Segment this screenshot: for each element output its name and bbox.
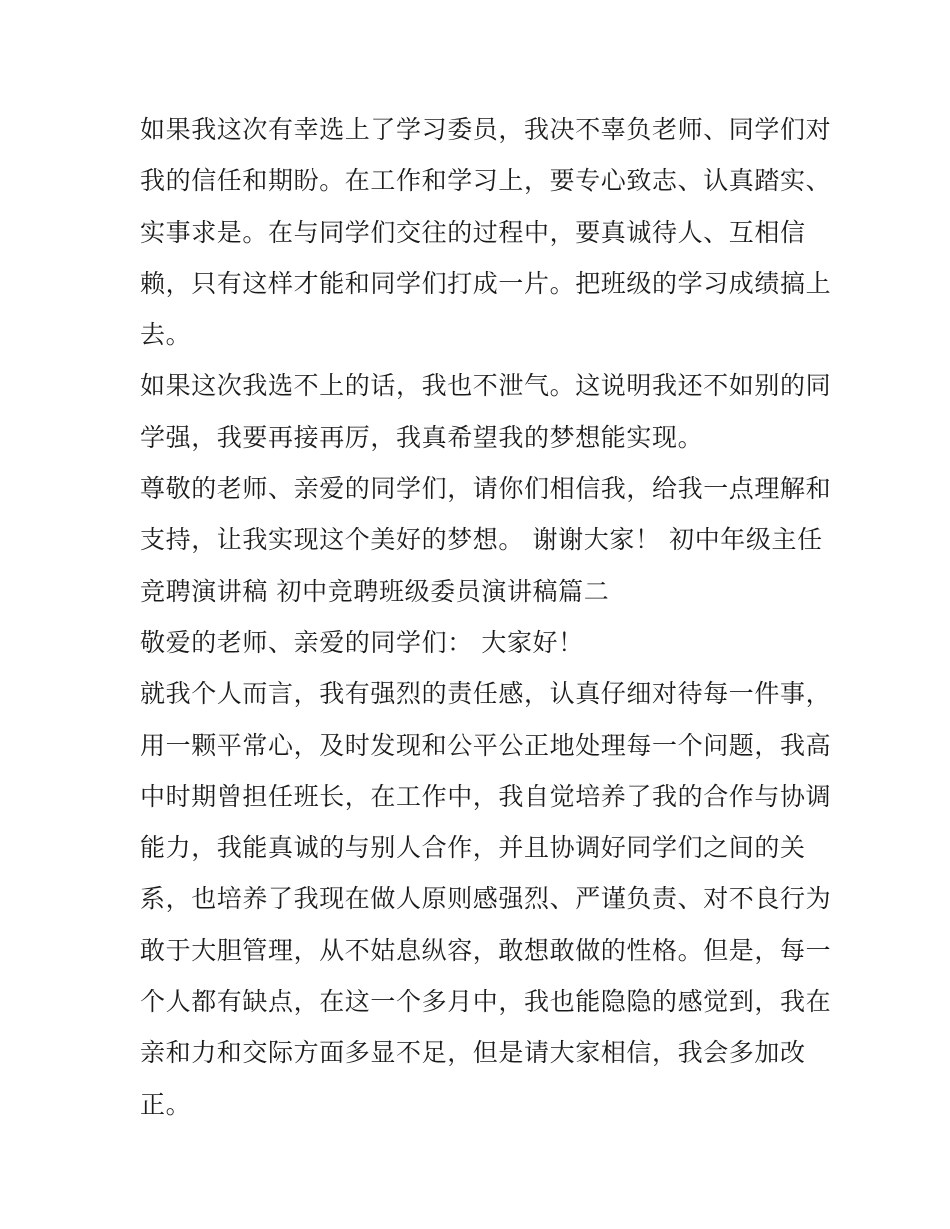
text-line: 就我个人而言，我有强烈的责任感，认真仔细对待每一件事， (140, 679, 832, 709)
text-line: 亲和力和交际方面多显不足，但是请大家相信，我会多加改 (140, 1038, 806, 1068)
text-line: 我的信任和期盼。在工作和学习上，要专心致志、认真踏实、 (140, 166, 832, 196)
text-line: 赖，只有这样才能和同学们打成一片。把班级的学习成绩搞上 (140, 268, 832, 298)
text-line: 中时期曾担任班长，在工作中，我自觉培养了我的合作与协调 (140, 781, 832, 811)
text-line: 用一颗平常心，及时发现和公平公正地处理每一个问题，我高 (140, 730, 832, 760)
text-line: 学强，我要再接再厉，我真希望我的梦想能实现。 (140, 422, 704, 452)
text-line: 如果我这次有幸选上了学习委员，我决不辜负老师、同学们对 (140, 115, 832, 144)
text-line: 敬爱的老师、亲爱的同学们： 大家好！ (140, 627, 584, 657)
text-line: 去。 (140, 320, 192, 350)
document-body (140, 104, 832, 1130)
text-line: 如果这次我选不上的话，我也不泄气。这说明我还不如别的同 (140, 371, 832, 401)
text-line: 尊敬的老师、亲爱的同学们，请你们相信我，给我一点理解和 (140, 474, 832, 504)
text-line: 系，也培养了我现在做人原则感强烈、严谨负责、对不良行为 (140, 884, 832, 914)
text-line: 支持，让我实现这个美好的梦想。 谢谢大家！ 初中年级主任 (140, 525, 823, 555)
text-line: 竞聘演讲稿 初中竞聘班级委员演讲稿篇二 (140, 576, 610, 606)
text-line: 能力，我能真诚的与别人合作，并且协调好同学们之间的关 (140, 833, 806, 863)
text-line: 正。 (140, 1089, 192, 1119)
text-line: 实事求是。在与同学们交往的过程中，要真诚待人、互相信 (140, 217, 806, 247)
text-line: 个人都有缺点，在这一个多月中，我也能隐隐的感觉到，我在 (140, 987, 832, 1017)
text-line: 敢于大胆管理，从不姑息纵容，敢想敢做的性格。但是，每一 (140, 935, 832, 965)
